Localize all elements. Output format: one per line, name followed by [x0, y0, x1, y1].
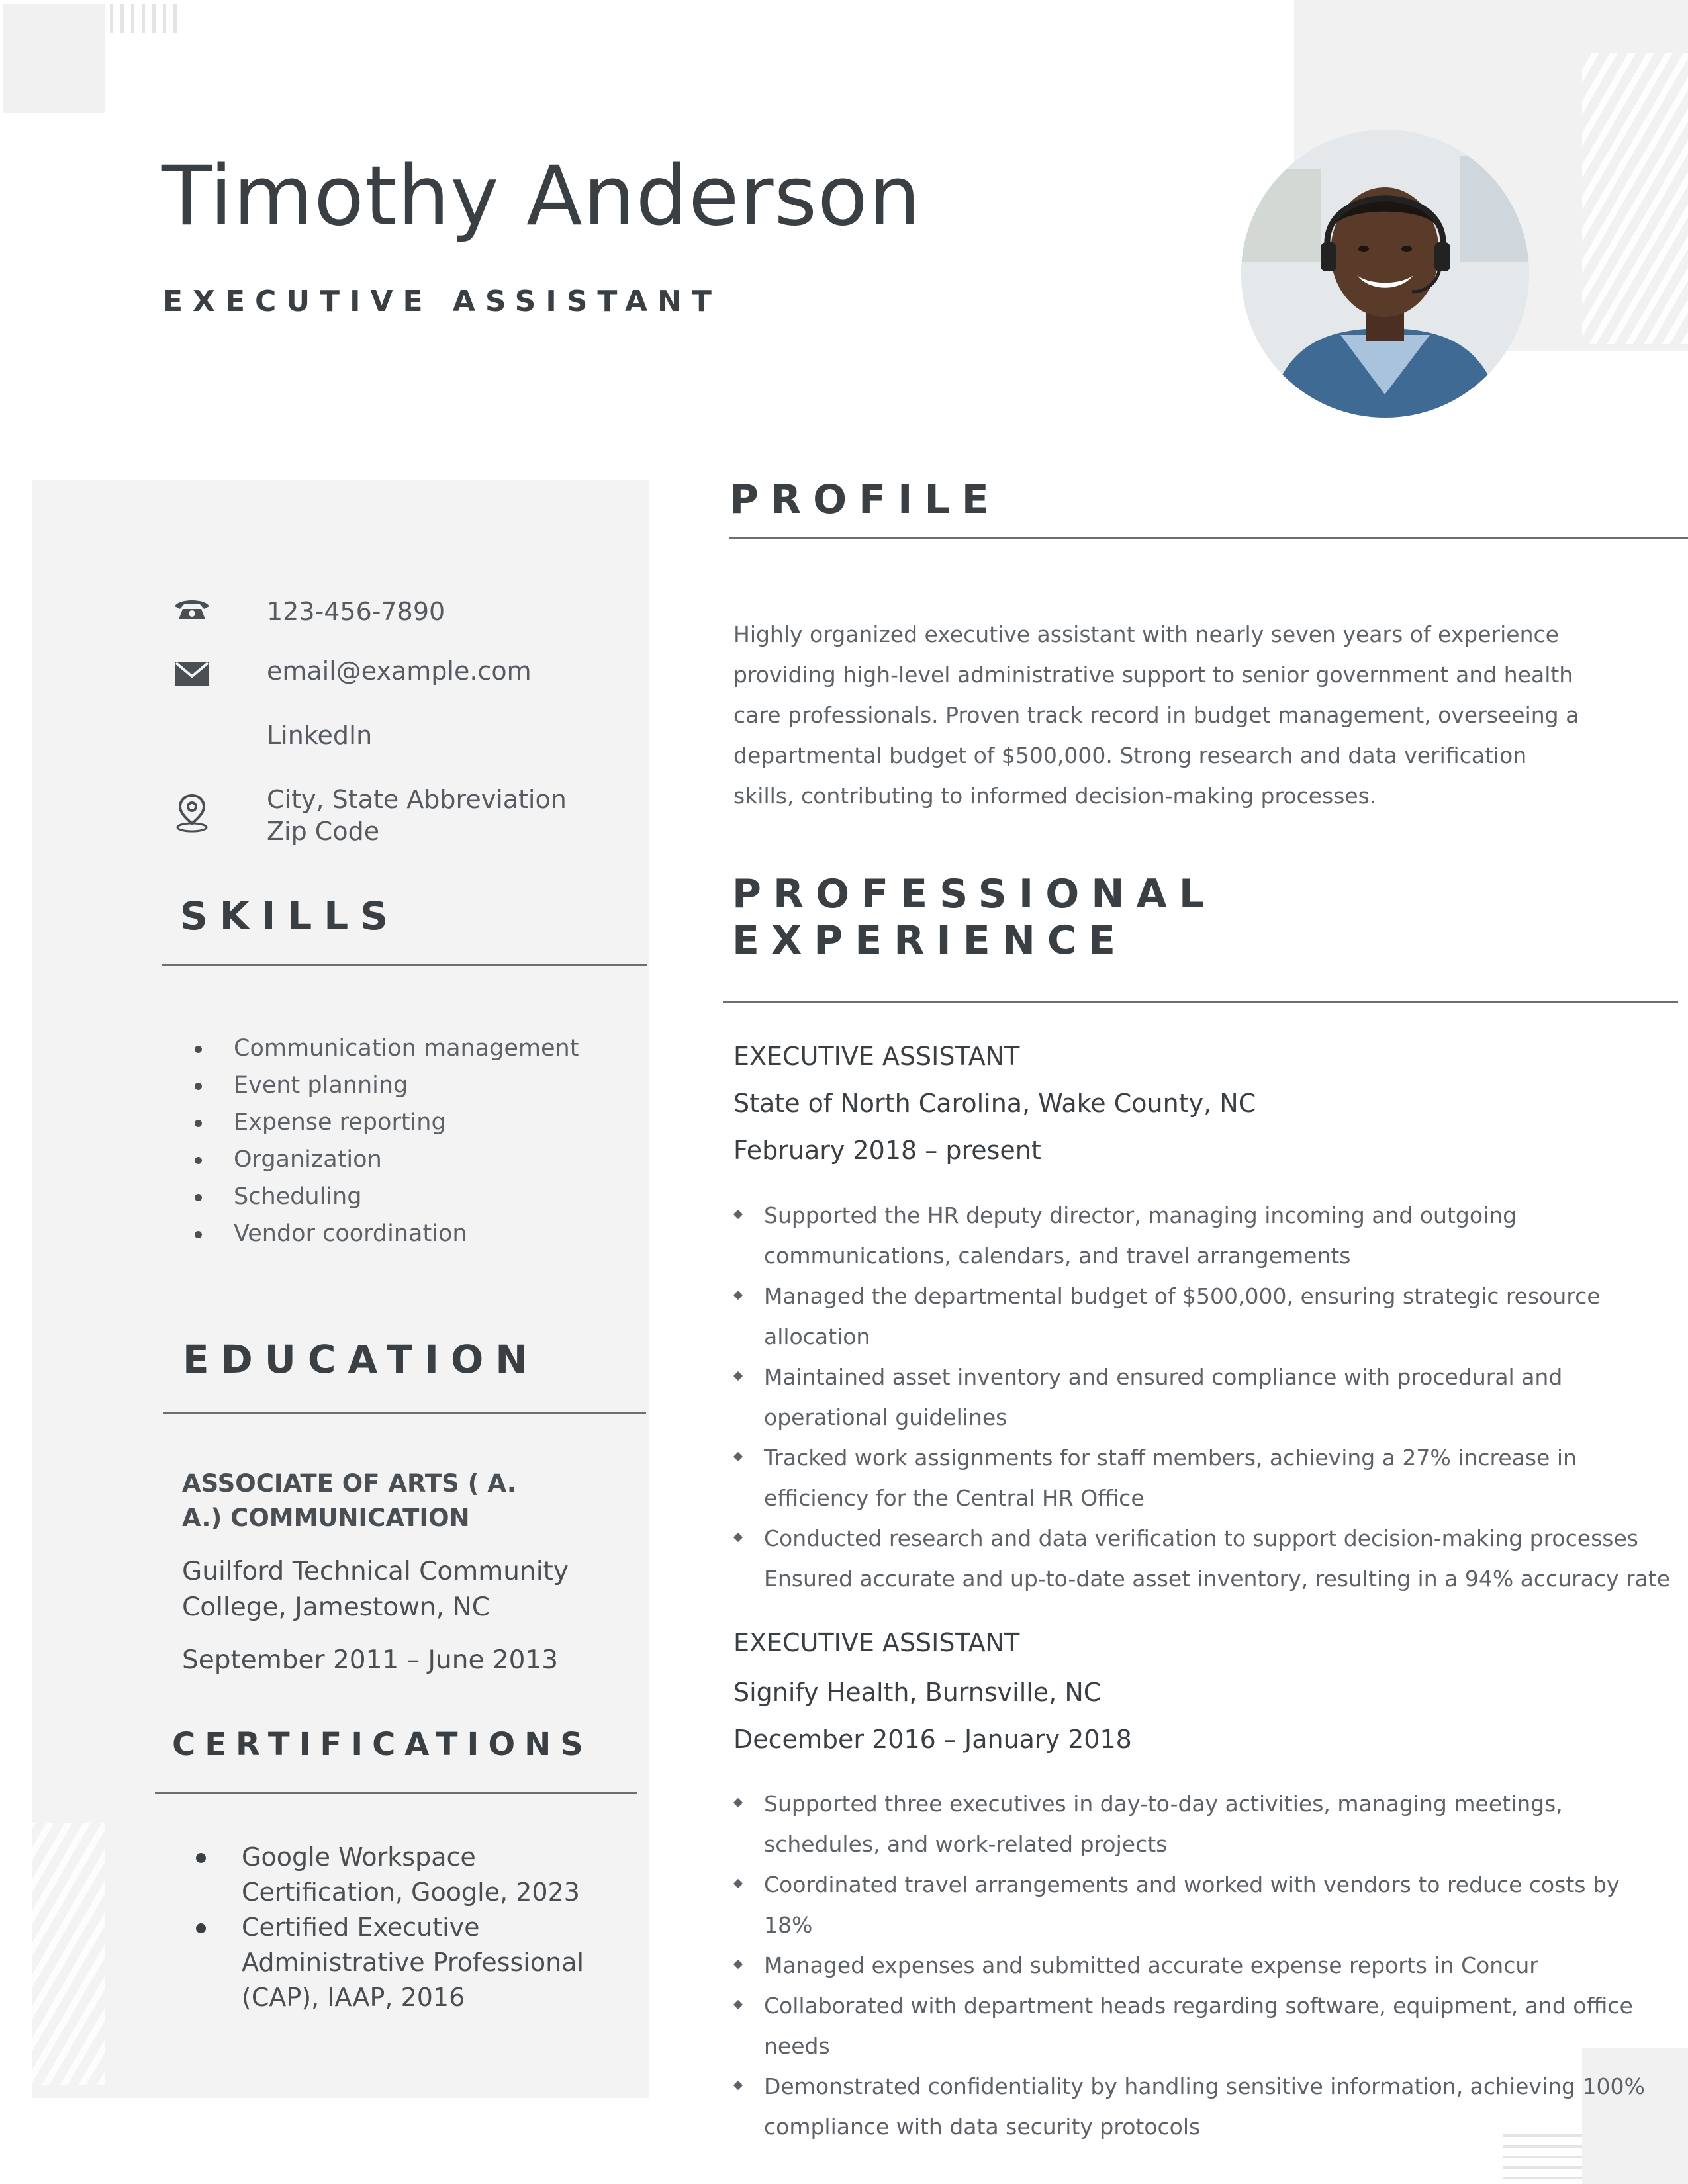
- experience-heading: PROFESSIONAL EXPERIENCE: [732, 871, 1217, 964]
- envelope-icon: [171, 658, 213, 690]
- job-bullet: Managed expenses and submitted accurate expense reports in Concur: [733, 1945, 1673, 1985]
- certifications-list: [185, 1840, 609, 2015]
- education-degree: ASSOCIATE OF ARTS ( A. A.) COMMUNICATION: [182, 1469, 516, 1532]
- skills-heading: SKILLS: [180, 893, 400, 938]
- job-organization: Signify Health, Burnsville, NC: [733, 1678, 1102, 1707]
- skill-item: Organization: [184, 1141, 634, 1178]
- decorative-stripes-sidebar: [32, 1823, 105, 2085]
- profile-heading: PROFILE: [729, 477, 1001, 523]
- skill-item: Communication management: [184, 1030, 634, 1067]
- job-bullet: Collaborated with department heads regarding software, equipment, and office needs: [733, 1985, 1673, 2066]
- job-bullet: Demonstrated confidentiality by handling sensitive information, achieving 100% compliance with data security protocols: [733, 2066, 1673, 2147]
- skills-divider: [162, 964, 647, 966]
- certification-item: Google Workspace Certification, Google, 2023: [185, 1840, 609, 1910]
- skill-item: Expense reporting: [184, 1104, 634, 1141]
- job-bullet: Tracked work assignments for staff members, achieving a 27% increase in efficiency for the Central HR Office: [733, 1437, 1673, 1518]
- job-bullet: Conducted research and data verification to support decision-making processes: [733, 1518, 1673, 1559]
- decorative-stripes-top-left: [110, 4, 183, 33]
- job-bullet: Coordinated travel arrangements and worked with vendors to reduce costs by 18%: [733, 1864, 1673, 1945]
- job-role: EXECUTIVE ASSISTANT: [733, 1042, 1020, 1071]
- job-bullet: Supported the HR deputy director, managing incoming and outgoing communications, calendars, and travel arrangements: [733, 1195, 1673, 1276]
- email-link[interactable]: email@example.com: [267, 657, 532, 686]
- location-pin-icon: [171, 792, 213, 834]
- profile-divider: [729, 537, 1688, 539]
- education-dates: September 2011 – June 2013: [182, 1645, 559, 1675]
- phone-number: 123-456-7890: [267, 597, 445, 626]
- skill-item: Scheduling: [184, 1178, 634, 1215]
- certifications-heading: CERTIFICATIONS: [172, 1726, 592, 1763]
- job-bullet: Managed the departmental budget of $500,000, ensuring strategic resource allocation: [733, 1276, 1673, 1357]
- job-dates: December 2016 – January 2018: [733, 1725, 1132, 1754]
- skill-item: Vendor coordination: [184, 1215, 634, 1252]
- certifications-divider: [155, 1792, 637, 1794]
- job-role: EXECUTIVE ASSISTANT: [733, 1628, 1020, 1657]
- linkedin-link[interactable]: LinkedIn: [267, 721, 373, 750]
- experience-divider: [723, 1001, 1678, 1003]
- skill-item: Event planning: [184, 1067, 634, 1104]
- job-dates: February 2018 – present: [733, 1136, 1041, 1165]
- education-heading: EDUCATION: [183, 1337, 539, 1382]
- education-divider: [163, 1412, 646, 1414]
- job-bullet: Maintained asset inventory and ensured compliance with procedural and operational guidelines: [733, 1357, 1673, 1437]
- job-bullet: Ensured accurate and up-to-date asset inventory, resulting in a 94% accuracy rate: [764, 1566, 1671, 1592]
- job-bullets: [733, 1784, 1673, 2147]
- phone-icon: [171, 593, 213, 625]
- candidate-title: EXECUTIVE ASSISTANT: [163, 285, 722, 318]
- candidate-name: Timothy Anderson: [162, 149, 921, 244]
- job-organization: State of North Carolina, Wake County, NC: [733, 1089, 1256, 1118]
- job-bullet: Supported three executives in day-to-day activities, managing meetings, schedules, and work-related projects: [733, 1784, 1673, 1864]
- skills-list: [184, 1030, 634, 1252]
- decorative-stripes-top-right: [1582, 53, 1688, 344]
- job-bullets: [733, 1195, 1673, 1599]
- decorative-block-top-left: [3, 4, 105, 113]
- certification-item: Certified Executive Administrative Professional (CAP), IAAP, 2016: [185, 1910, 609, 2015]
- profile-photo: [1241, 130, 1529, 418]
- profile-summary: Highly organized executive assistant with nearly seven years of experience providing high-level administrative support to senior government and health care professionals. Proven track record in budget management, overseeing a departmental budget of $500,000. Strong research and data verification skills, contributing to informed decision-making processes.: [733, 621, 1579, 809]
- education-school: Guilford Technical Community College, Jamestown, NC: [182, 1557, 569, 1622]
- location-text: City, State Abbreviation Zip Code: [267, 785, 567, 846]
